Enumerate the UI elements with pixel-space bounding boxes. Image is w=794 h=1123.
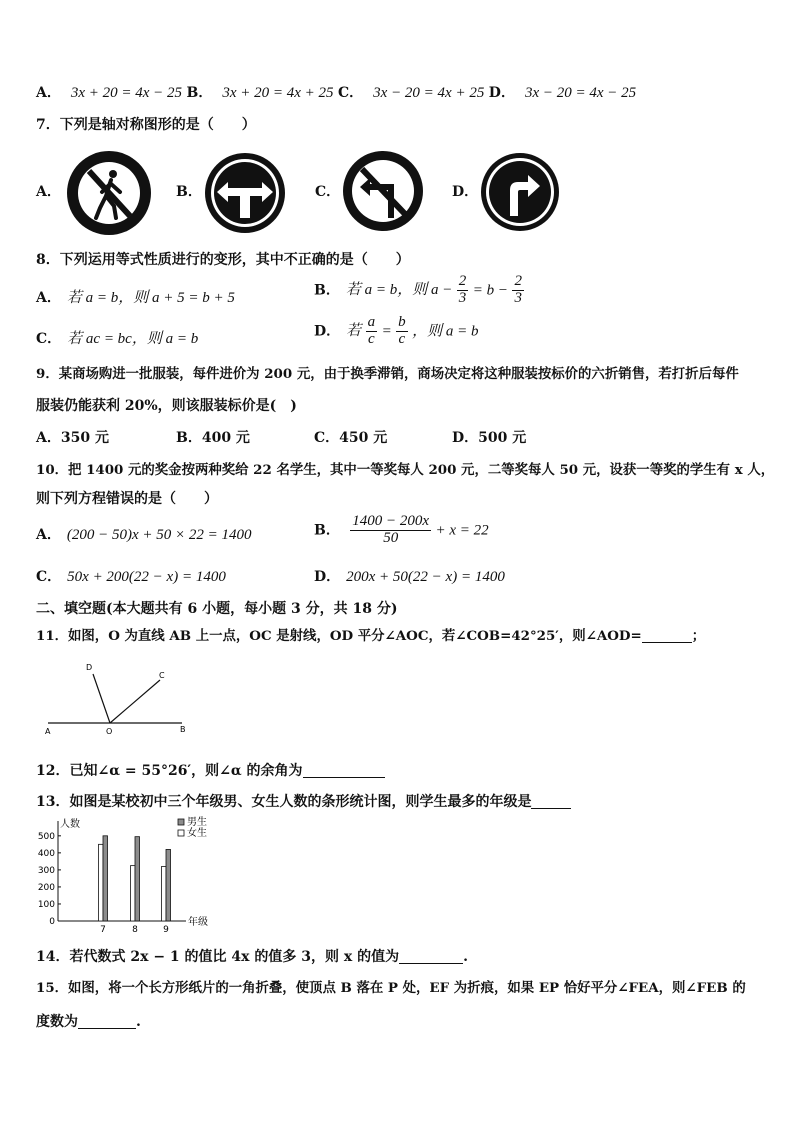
q14-answer-blank[interactable]	[399, 949, 463, 964]
x-tick-label: 7	[100, 925, 106, 935]
bar-7-男生	[103, 836, 108, 921]
y-axis-label: 人数	[60, 819, 80, 830]
q6-option-c: 3x − 20 = 4x + 25	[373, 85, 485, 101]
q9-stem-line2: 服装仍能获利 20%，则该服装标价是( )	[36, 398, 297, 414]
q7-option-a-label: A．	[36, 184, 61, 200]
q10-option-b: B． $\frac{1400 - 200x}{50}$ + x = 22	[314, 513, 489, 546]
q7-stem: 7．下列是轴对称图形的是（ ）	[36, 117, 256, 133]
label-c: C	[159, 671, 165, 680]
q15-answer-blank[interactable]	[78, 1014, 136, 1029]
bar-9-女生	[162, 866, 167, 921]
section-heading: 二、填空题(本大题共有 6 小题，每小题 3 分，共 18 分)	[36, 601, 398, 617]
q15-stem-line1: 15．如图，将一个长方形纸片的一角折叠，使顶点 B 落在 P 处，EF 为折痕，如果 EP 恰好平分∠FEA，则∠FEB 的	[36, 980, 746, 996]
turn-left-right-sign-icon	[204, 152, 286, 234]
q11-answer-blank[interactable]	[642, 628, 692, 643]
x-tick-label: 8	[132, 925, 138, 935]
x-axis-label: 年级	[188, 917, 208, 928]
q10-option-d: D． 200x + 50(22 − x) = 1400	[314, 569, 505, 585]
label-o: O	[106, 727, 113, 736]
q15-stem-line2: 度数为 .	[36, 1014, 141, 1030]
q11-stem: 11．如图，O 为直线 AB 上一点，OC 是射线，OD 平分∠AOC，若∠COB=42°25′，则∠AOD= ；	[36, 628, 706, 644]
y-tick-label: 400	[37, 848, 55, 859]
bar-8-女生	[131, 866, 136, 921]
q10-option-c: C． 50x + 200(22 − x) = 1400	[36, 569, 226, 585]
bar-8-男生	[135, 837, 140, 921]
legend-label: 男生	[187, 817, 207, 828]
q11-angle-figure	[40, 660, 190, 738]
x-tick-label: 9	[163, 925, 169, 935]
q6-option-a: 3x + 20 = 4x − 25	[70, 85, 183, 101]
q10-stem-line1: 10．把 1400 元的奖金按两种奖给 22 名学生，其中一等奖每人 200 元，二等奖每人 50 元，设获一等奖的学生有 x 人，	[36, 462, 775, 478]
label-d: D	[86, 663, 93, 672]
q6-options: A． 3x + 20 = 4x − 25 B． 3x + 20 = 4x + 25 C． 3x − 20 = 4x + 25 D． 3x − 20 = 4x − 25	[36, 85, 637, 101]
q7-option-b-label: B．	[176, 184, 202, 200]
q8-option-a: A． 若 a = b，则 a + 5 = b + 5	[36, 290, 235, 306]
q8-option-b: B． 若 a = b，则 a − $\frac{2}{3}$ = b − $\frac{2}{3}$	[314, 273, 522, 306]
y-tick-label: 200	[37, 882, 55, 893]
legend-label: 女生	[187, 828, 207, 839]
legend-swatch-女生	[178, 830, 184, 836]
y-tick-label: 0	[49, 917, 55, 927]
q12-answer-blank[interactable]	[303, 763, 385, 778]
q13-bar-chart	[32, 815, 232, 937]
q6-option-d: 3x − 20 = 4x − 25	[524, 85, 637, 101]
legend-swatch-男生	[178, 819, 184, 825]
q9-option-b: B．400 元	[176, 430, 250, 446]
q10-stem-line2: 则下列方程错误的是（ ）	[36, 491, 218, 507]
bar-9-男生	[166, 849, 171, 921]
q13-stem: 13．如图是某校初中三个年级男、女生人数的条形统计图，则学生最多的年级是	[36, 791, 571, 811]
q8-option-c: C． 若 ac = bc，则 a = b	[36, 331, 199, 347]
q12-stem: 12．已知∠α = 55°26′，则∠α 的余角为	[36, 760, 385, 780]
no-left-turn-sign-icon	[342, 150, 424, 232]
q9-option-d: D．500 元	[452, 430, 527, 446]
label-b: B	[180, 725, 186, 734]
turn-right-arrow-sign-icon	[480, 152, 560, 232]
q7-option-c-label: C．	[315, 184, 341, 200]
no-pedestrian-sign-icon	[66, 150, 152, 236]
label-a: A	[45, 727, 51, 736]
q9-option-a: A．350 元	[36, 430, 109, 446]
y-tick-label: 500	[37, 831, 55, 842]
y-tick-label: 100	[37, 899, 55, 910]
q14-stem: 14．若代数式 2x − 1 的值比 4x 的值多 3，则 x 的值为 .	[36, 949, 468, 965]
bar-7-女生	[99, 844, 104, 921]
q8-option-d: D． 若 $\frac{a}{c}$ = $\frac{b}{c}$ ，则 a = b	[314, 314, 479, 347]
q9-stem-line1: 9．某商场购进一批服装，每件进价为 200 元，由于换季滞销，商场决定将这种服装按标价的六折销售，若打折后每件	[36, 366, 739, 382]
q8-stem: 8．下列运用等式性质进行的变形，其中不正确的是（ ）	[36, 252, 410, 268]
y-tick-label: 300	[37, 865, 55, 876]
q9-option-c: C．450 元	[314, 430, 388, 446]
q13-answer-blank[interactable]	[531, 794, 571, 809]
q6-option-b: 3x + 20 = 4x + 25	[222, 85, 334, 101]
q7-option-d-label: D．	[452, 184, 479, 200]
q10-option-a: A． (200 − 50)x + 50 × 22 = 1400	[36, 527, 252, 543]
